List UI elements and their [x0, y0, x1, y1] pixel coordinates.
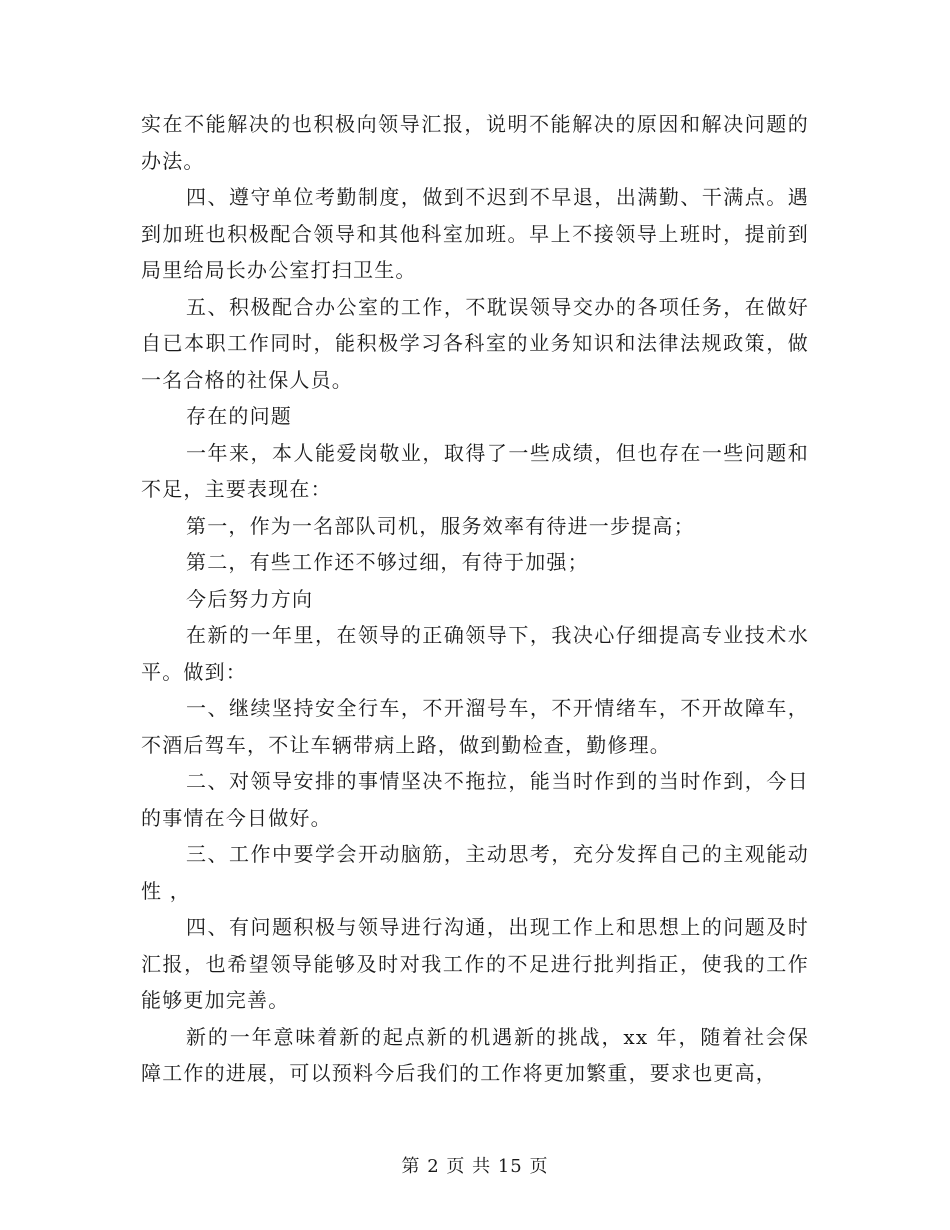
paragraph: 新的一年意味着新的起点新的机遇新的挑战，xx 年，随着社会保障工作的进展，可以预料今后我们的工作将更加繁重，要求也更高， [141, 1024, 809, 1085]
paragraph: 实在不能解决的也积极向领导汇报，说明不能解决的原因和解决问题的办法。 [141, 112, 809, 173]
paragraph: 一、继续坚持安全行车，不开溜号车，不开情绪车，不开故障车，不酒后驾车，不让车辆带病上路，做到勤检查，勤修理。 [141, 696, 809, 757]
paragraph: 一年来，本人能爱岗敬业，取得了一些成绩，但也存在一些问题和不足，主要表现在： [141, 440, 809, 501]
paragraph: 四、有问题积极与领导进行沟通，出现工作上和思想上的问题及时汇报，也希望领导能够及时对我工作的不足进行批判指正，使我的工作能够更加完善。 [141, 915, 809, 1012]
paragraph: 在新的一年里，在领导的正确领导下，我决心仔细提高专业技术水平。做到： [141, 623, 809, 684]
document-body [141, 106, 809, 1092]
paragraph: 第一，作为一名部队司机，服务效率有待进一步提高； [186, 513, 695, 538]
section-heading: 今后努力方向 [186, 586, 314, 611]
section-heading: 存在的问题 [186, 404, 292, 428]
page-number-footer: 第 2 页 共 15 页 [401, 1156, 549, 1177]
paragraph: 三、工作中要学会开动脑筋，主动思考，充分发挥自己的主观能动性 ， [141, 842, 809, 903]
paragraph: 二、对领导安排的事情坚决不拖拉，能当时作到的当时作到，今日的事情在今日做好。 [141, 769, 809, 830]
paragraph: 五、积极配合办公室的工作，不耽误领导交办的各项任务，在做好自已本职工作同时，能积极学习各科室的业务知识和法律法规政策，做一名合格的社保人员。 [141, 294, 809, 392]
paragraph: 四、遵守单位考勤制度，做到不迟到不早退，出满勤、干满点。遇到加班也积极配合领导和其他科室加班。早上不接领导上班时，提前到局里给局长办公室打扫卫生。 [141, 185, 809, 282]
paragraph: 第二，有些工作还不够过细，有待于加强； [186, 550, 589, 574]
